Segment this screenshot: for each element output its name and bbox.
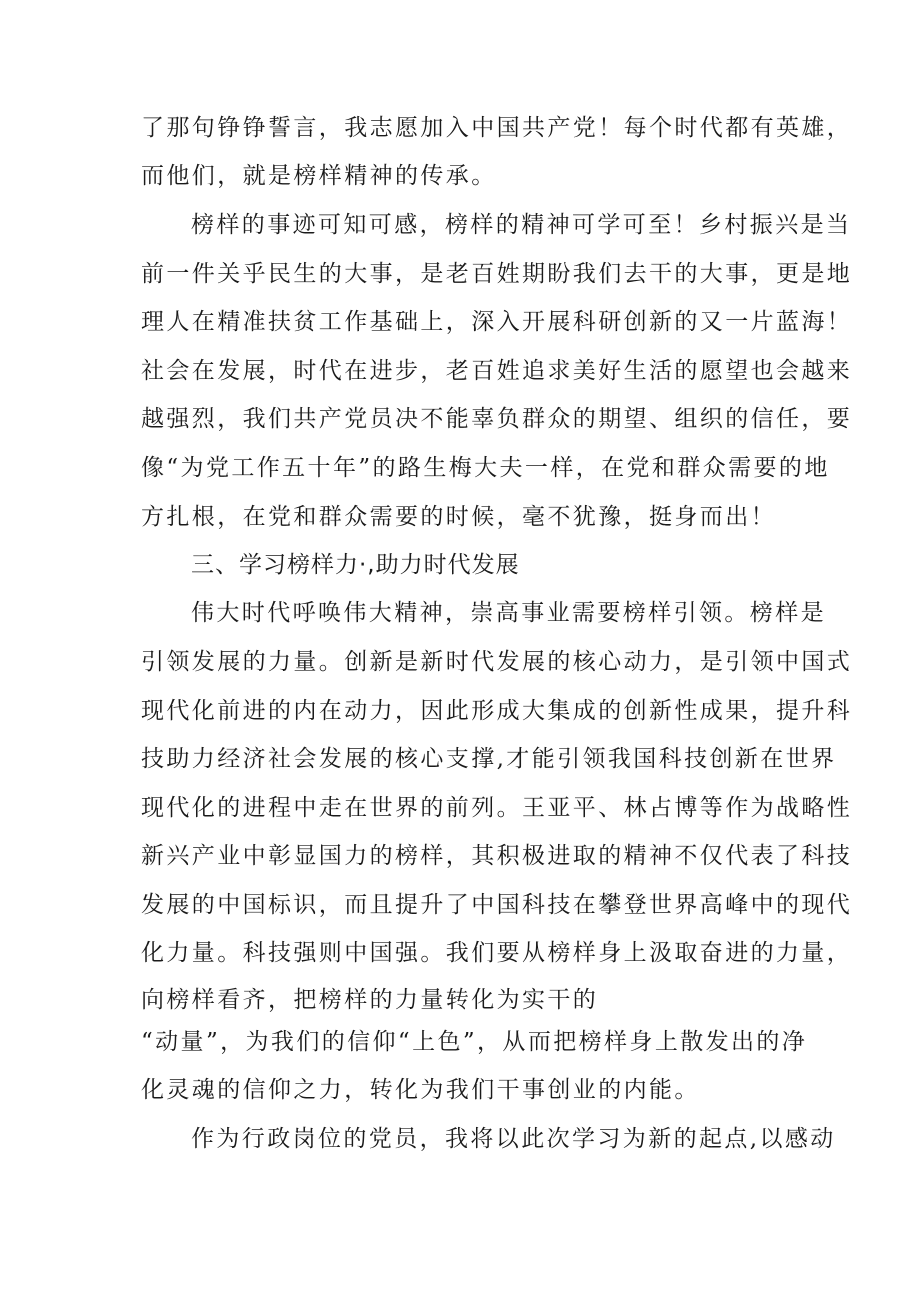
text-line: 现代化的进程中走在世界的前列。王亚平、林占博等作为战略性	[141, 795, 853, 821]
paragraph-start-line: 作为行政岗位的党员，我将以此次学习为新的起点,以感动	[191, 1126, 836, 1152]
text-line: 像“为党工作五十年”的路生梅大夫一样，在党和群众需要的地	[141, 455, 830, 481]
text-line: 化灵魂的信仰之力，转化为我们干事创业的内能。	[141, 1077, 700, 1103]
text-line: “动量”，为我们的信仰“上色”，从而把榜样身上散发出的净	[141, 1029, 808, 1055]
text-line: 引领发展的力量。创新是新时代发展的核心动力，是引领中国式	[141, 649, 853, 675]
text-line: 越强烈，我们共产党员决不能辜负群众的期望、组织的信任，要	[141, 406, 853, 432]
text-line: 新兴产业中彰显国力的榜样，其积极进取的精神不仅代表了科技	[141, 843, 853, 869]
text-line: 化力量。科技强则中国强。我们要从榜样身上汲取奋进的力量，	[141, 940, 853, 966]
paragraph-start-line: 伟大时代呼唤伟大精神，崇高事业需要榜样引领。榜样是	[191, 600, 826, 626]
text-line: 方扎根，在党和群众需要的时候，毫不犹豫，挺身而出！	[141, 504, 776, 530]
paragraph-start-line: 榜样的事迹可知可感，榜样的精神可学可至！乡村振兴是当	[191, 212, 852, 238]
text-line: 发展的中国标识，而且提升了中国科技在攀登世界高峰中的现代	[141, 892, 853, 918]
text-line: 社会在发展，时代在进步，老百姓追求美好生活的愿望也会越来	[141, 358, 853, 384]
section-heading: 三、学习榜样力·,助力时代发展	[191, 552, 520, 578]
text-line: 理人在精准扶贫工作基础上，深入开展科研创新的又一片蓝海！	[141, 309, 853, 335]
text-line: 技助力经济社会发展的核心支撑,才能引领我国科技创新在世界	[141, 746, 837, 772]
text-line: 向榜样看齐，把榜样的力量转化为实干的	[141, 987, 599, 1013]
text-line: 现代化前进的内在动力，因此形成大集成的创新性成果，提升科	[141, 698, 853, 724]
text-line: 而他们，就是榜样精神的传承。	[141, 163, 497, 189]
text-line: 前一件关乎民生的大事，是老百姓期盼我们去干的大事，更是地	[141, 261, 853, 287]
text-line: 了那句铮铮誓言，我志愿加入中国共产党！每个时代都有英雄，	[141, 115, 853, 141]
